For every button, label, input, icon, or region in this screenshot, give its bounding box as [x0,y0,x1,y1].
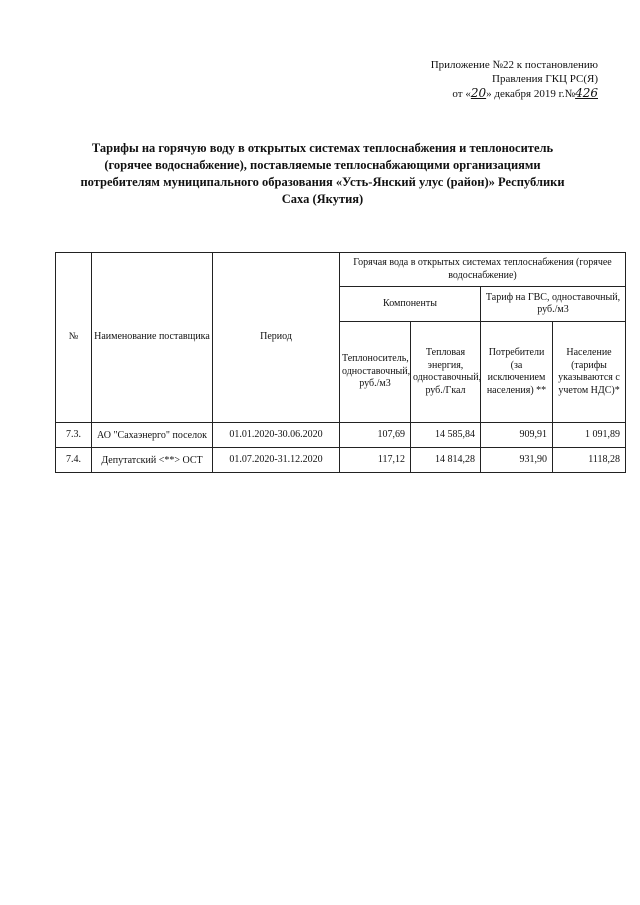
header-no: № [56,253,92,423]
row-supplier: АО "Сахаэнерго" поселок [92,423,213,448]
document-title: Тарифы на горячую воду в открытых системах теплоснабжения и теплоноситель (горячее водоснабжение), поставляемые теплоснабжающими организациями потребителям муниципального образования «Усть-Янский улус (район)» Республики Саха (Якутия) [80,141,565,206]
row-no: 7.4. [56,448,92,473]
row-consumers: 909,91 [481,423,553,448]
handwritten-day: 20 [470,86,487,100]
header-supplier: Наименование поставщика [92,253,213,423]
header-energy: Тепловая энергия, одноставочный, руб./Гкал [411,322,481,423]
row-population: 1 091,89 [553,423,626,448]
date-middle: » декабря 2019 г.№ [486,88,576,100]
tariff-table [55,252,626,473]
annex-line-1: Приложение №22 к постановлению [430,59,598,71]
row-period: 01.07.2020-31.12.2020 [213,448,340,473]
row-population: 1118,28 [553,448,626,473]
header-hot-water-group: Горячая вода в открытых системах теплоснабжения (горячее водоснабжение) [340,253,626,287]
row-supplier: Депутатский <**> ОСТ [92,448,213,473]
table-row [56,423,626,448]
table-row [56,448,626,473]
annex-line-3 [378,86,598,101]
row-no: 7.3. [56,423,92,448]
annex-line-2: Правления ГКЦ РС(Я) [492,73,598,85]
row-energy: 14 585,84 [411,423,481,448]
header-population: Население (тарифы указываются с учетом НДС)* [553,322,626,423]
row-period: 01.01.2020-30.06.2020 [213,423,340,448]
row-carrier: 107,69 [340,423,411,448]
handwritten-number: 426 [575,86,598,100]
date-prefix: от « [452,88,471,100]
header-carrier: Теплоноситель, одноставочный, руб./м3 [340,322,411,423]
header-tariff-gvs: Тариф на ГВС, одноставочный, руб./м3 [481,287,626,322]
annex-header [378,58,598,101]
header-consumers: Потребители (за исключением населения) ** [481,322,553,423]
row-carrier: 117,12 [340,448,411,473]
row-consumers: 931,90 [481,448,553,473]
row-energy: 14 814,28 [411,448,481,473]
header-period: Период [213,253,340,423]
header-components: Компоненты [340,287,481,322]
